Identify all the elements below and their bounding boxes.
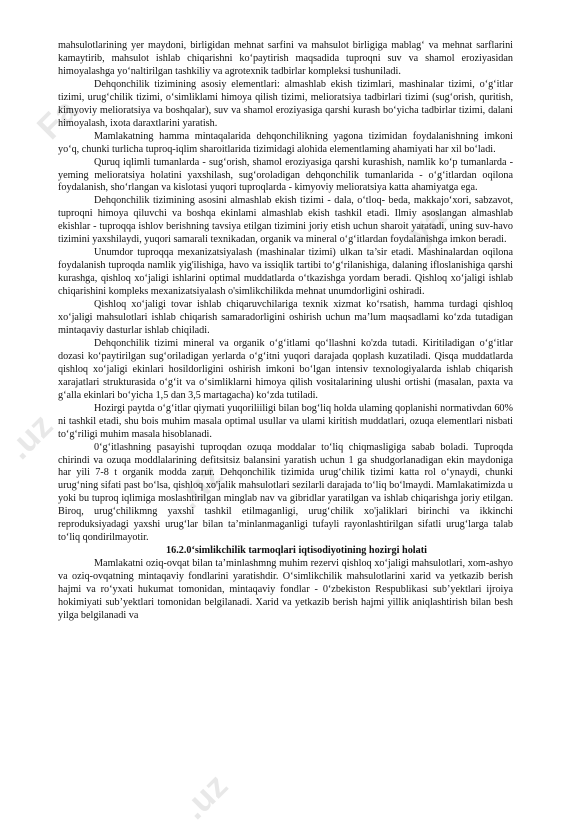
paragraph-crop-rotation: Dehqonchilik tizimining asosini almashlab ekish tizimi - dala, o‘tloq- beda, makkajo‘xori, sabzavot, tuproqni himoya qiluvchi va boshqa ekinlami almashlab ekish tashkil etadi. Ilmiy asoslangan almashlab ekishlar - tuproqqa ishlov berishning tavsiya etilgan tizimini joriy etish uchun sharoit yaratadi, uning suv-havo tizimini yaxshilaydi, yuqori samarali texnikadan, organik va mineral o‘g‘itlardan foydalanishga imkon beradi. <box>58 195 513 246</box>
paragraph-soil-nutrients: 0‘g‘itlashning pasayishi tuproqdan ozuqa moddalar to‘liq chiqmasligiga sabab boladi. Tuproqda chirindi va ozuqa moddlalarining defitsitsiz balansini yaratish uchun 1 ga shudgorlanadigan ekin maydoniga har yili 7-8 t organik modda zarur. Dehqonchilik tizimida urug‘chilik tizimi katta rol o‘ynaydi, chunki urug‘ning sifati past bo‘lsa, qishloq xo'jalik mahsulotlari sezilarli darajada to‘liq bo‘lmaydi. Mamlakatimizda u yoki bu tuproq iqlimiga moslashtirilgan minglab nav va gibridlar yaratilgan va ishlab chiqarishga joriy etilgan. Biroq, urug‘chilikmng yaxshi tashkil etilmaganligi, urug‘chilik xo'jaliklari birinchi va ikkinchi reproduksiyadagi yaxshi urug‘lar bilan ta’minlanmaganligi tufayli rayonlashtirilgan sifatli urug‘larga talab to‘liq qondirilmayotir. <box>58 441 513 544</box>
paragraph-intro-continuation: mahsulotlarining yer maydoni, birligidan mehnat sarfini va mahsulot birligiga mablag‘ va mehnat sarflarini kamaytirib, mahsulot ishlab chiqarishni ko‘paytirish maqsadida tuproqni suv va shamol eroziyasidan himoyalashga yo‘naltirilgan tashkiliy va agrotexnik tadbirlar kompleksi tushuniladi. <box>58 40 513 77</box>
watermark-fa: Fa <box>30 91 85 147</box>
section-heading: 16.2.0‘simlikchilik tarmoqlari iqtisodiyotining hozirgi holati <box>166 545 427 557</box>
paragraph-regions: Mamlakatning hamma mintaqalarida dehqonchilikning yagona tizimidan foydalanishning imkoni yo‘q, chunki turlicha tuproq-iqlim sharoitlarida tizimidagi alohida elementlaming ahamiyati har xil bo‘ladi. <box>58 130 513 155</box>
watermark-uz-left: .uz <box>0 406 61 467</box>
watermark-uz-mid: .uz <box>170 456 231 517</box>
paragraph-system-elements: Dehqonchilik tizimining asosiy elementlari: almashlab ekish tizimlari, mashinalar tizimi, o‘g‘itlar tizimi, urug‘chilik tizimi, o‘simliklami himoya qilish tizimi, melioratsiya tadbirlari tizimi (sug‘orish, quritish, kimyoviy melioratsiya va boshqalar), suv va shamol eroziyasiga qarshi kurash bo‘yicha tadbirlar tizimi, dalani himoyalash, ixota daraxtlarini yaratish. <box>58 78 513 129</box>
watermark-ya: ya <box>400 198 454 252</box>
watermark-uz-bottom: .uz <box>175 766 236 827</box>
paragraph-mechanization: Unumdor tuproqqa mexanizatsiyalash (mashinalar tizimi) ulkan ta’sir etadi. Mashinalardan oqilona foydalanish tuproqda namlik yig'ilishiga, havo va issiqlik tartibi to‘g‘rilanishiga, dalaning ifloslanishiga qarshi kurashga, qishloq xo‘jaligi ishlarini optimal muddatlarda o‘tkazishga yordam beradi. Qishloq xo‘jaligi ishlab chiqarishini kompleks mexanizatsiyalash o'simlikchilikda mehnat unumdorligini oshiradi. <box>58 247 513 298</box>
paragraph-fertilizer-cost: Hozirgi paytda o‘g‘itlar qiymati yuqoriliiligi bilan bog‘liq holda ulaming qoplanishi normativdan 60% ni tashkil etadi, shu bois muhim masala optimal usullar va ulami kiritish muddatlari, ozuqa elementlari nisbati to‘g‘riligi muhim masala hisoblanadi. <box>58 402 513 440</box>
document-page <box>58 40 513 623</box>
paragraph-food-supply: Mamlakatni oziq-ovqat bilan ta’minlashmng muhim rezervi qishloq xo‘jaligi mahsulotlari, xom-ashyo va oziq-ovqatning mintaqaviy fondlarini yaratishdir. O‘simlikchilik mahsulotlarini xarid va yetkazib berish hajmi va ro‘yxati hukumat tomonidan, mintaqaviy fondlar - 0‘zbekiston Respublikasi sub’yektlari ijroiya hokimiyati sub’yektlari tomonidan belgilanadi. Xarid va yetkazib berish hajmi yillik aniqlashtirish bilan besh yilga belgilanadi va <box>58 558 513 621</box>
paragraph-technical-service: Qishloq xo‘jaligi tovar ishlab chiqaruvchilariga texnik xizmat ko‘rsatish, hamma turdagi qishloq xo‘jaligi mahsulotlari ishlab chiqarish samaradorligini oshirish uchun ma’lum maqsadlami ko‘zda tutadigan mintaqaviy dasturlar ishlab chiqiladi. <box>58 299 513 336</box>
paragraph-dry-climate: Quruq iqlimli tumanlarda - sug‘orish, shamol eroziyasiga qarshi kurashish, namlik ko‘p tumanlarda - yeming melioratsiya holatini yaxshilash, sug‘oroladigan dehqonchilik tumanlarida - o‘g‘itlardan oqilona foydalanish, sho‘rlangan va kislotasi yuqori tuproqlarda - kimyoviy melioratsiya katta ahamiyatga ega. <box>58 156 513 194</box>
paragraph-fertilizers: Dehqonchilik tizimi mineral va organik o‘g‘itlami qo‘llashni ko'zda tutadi. Kiritiladigan o‘g‘itlar dozasi ko‘paytirilgan sug‘oriladigan yerlarda o‘g‘itni yuqori darajada qoplash kuzatiladi. Qisqa muddatlarda qishloq xo‘jaligi ekinlari hosildorligini oshirish imkoni bo‘lgan intensiv texnologiyalarda ishlab chiqarish xarajatlari strukturasida o‘g‘it va o‘simliklarni himoya qilish vositalarining ulushi ortishi (masalan, paxta va g‘alla ekinlari bo‘yicha 1,5 dan 3,5 martagacha) ko‘zda tutiladi. <box>58 337 513 401</box>
